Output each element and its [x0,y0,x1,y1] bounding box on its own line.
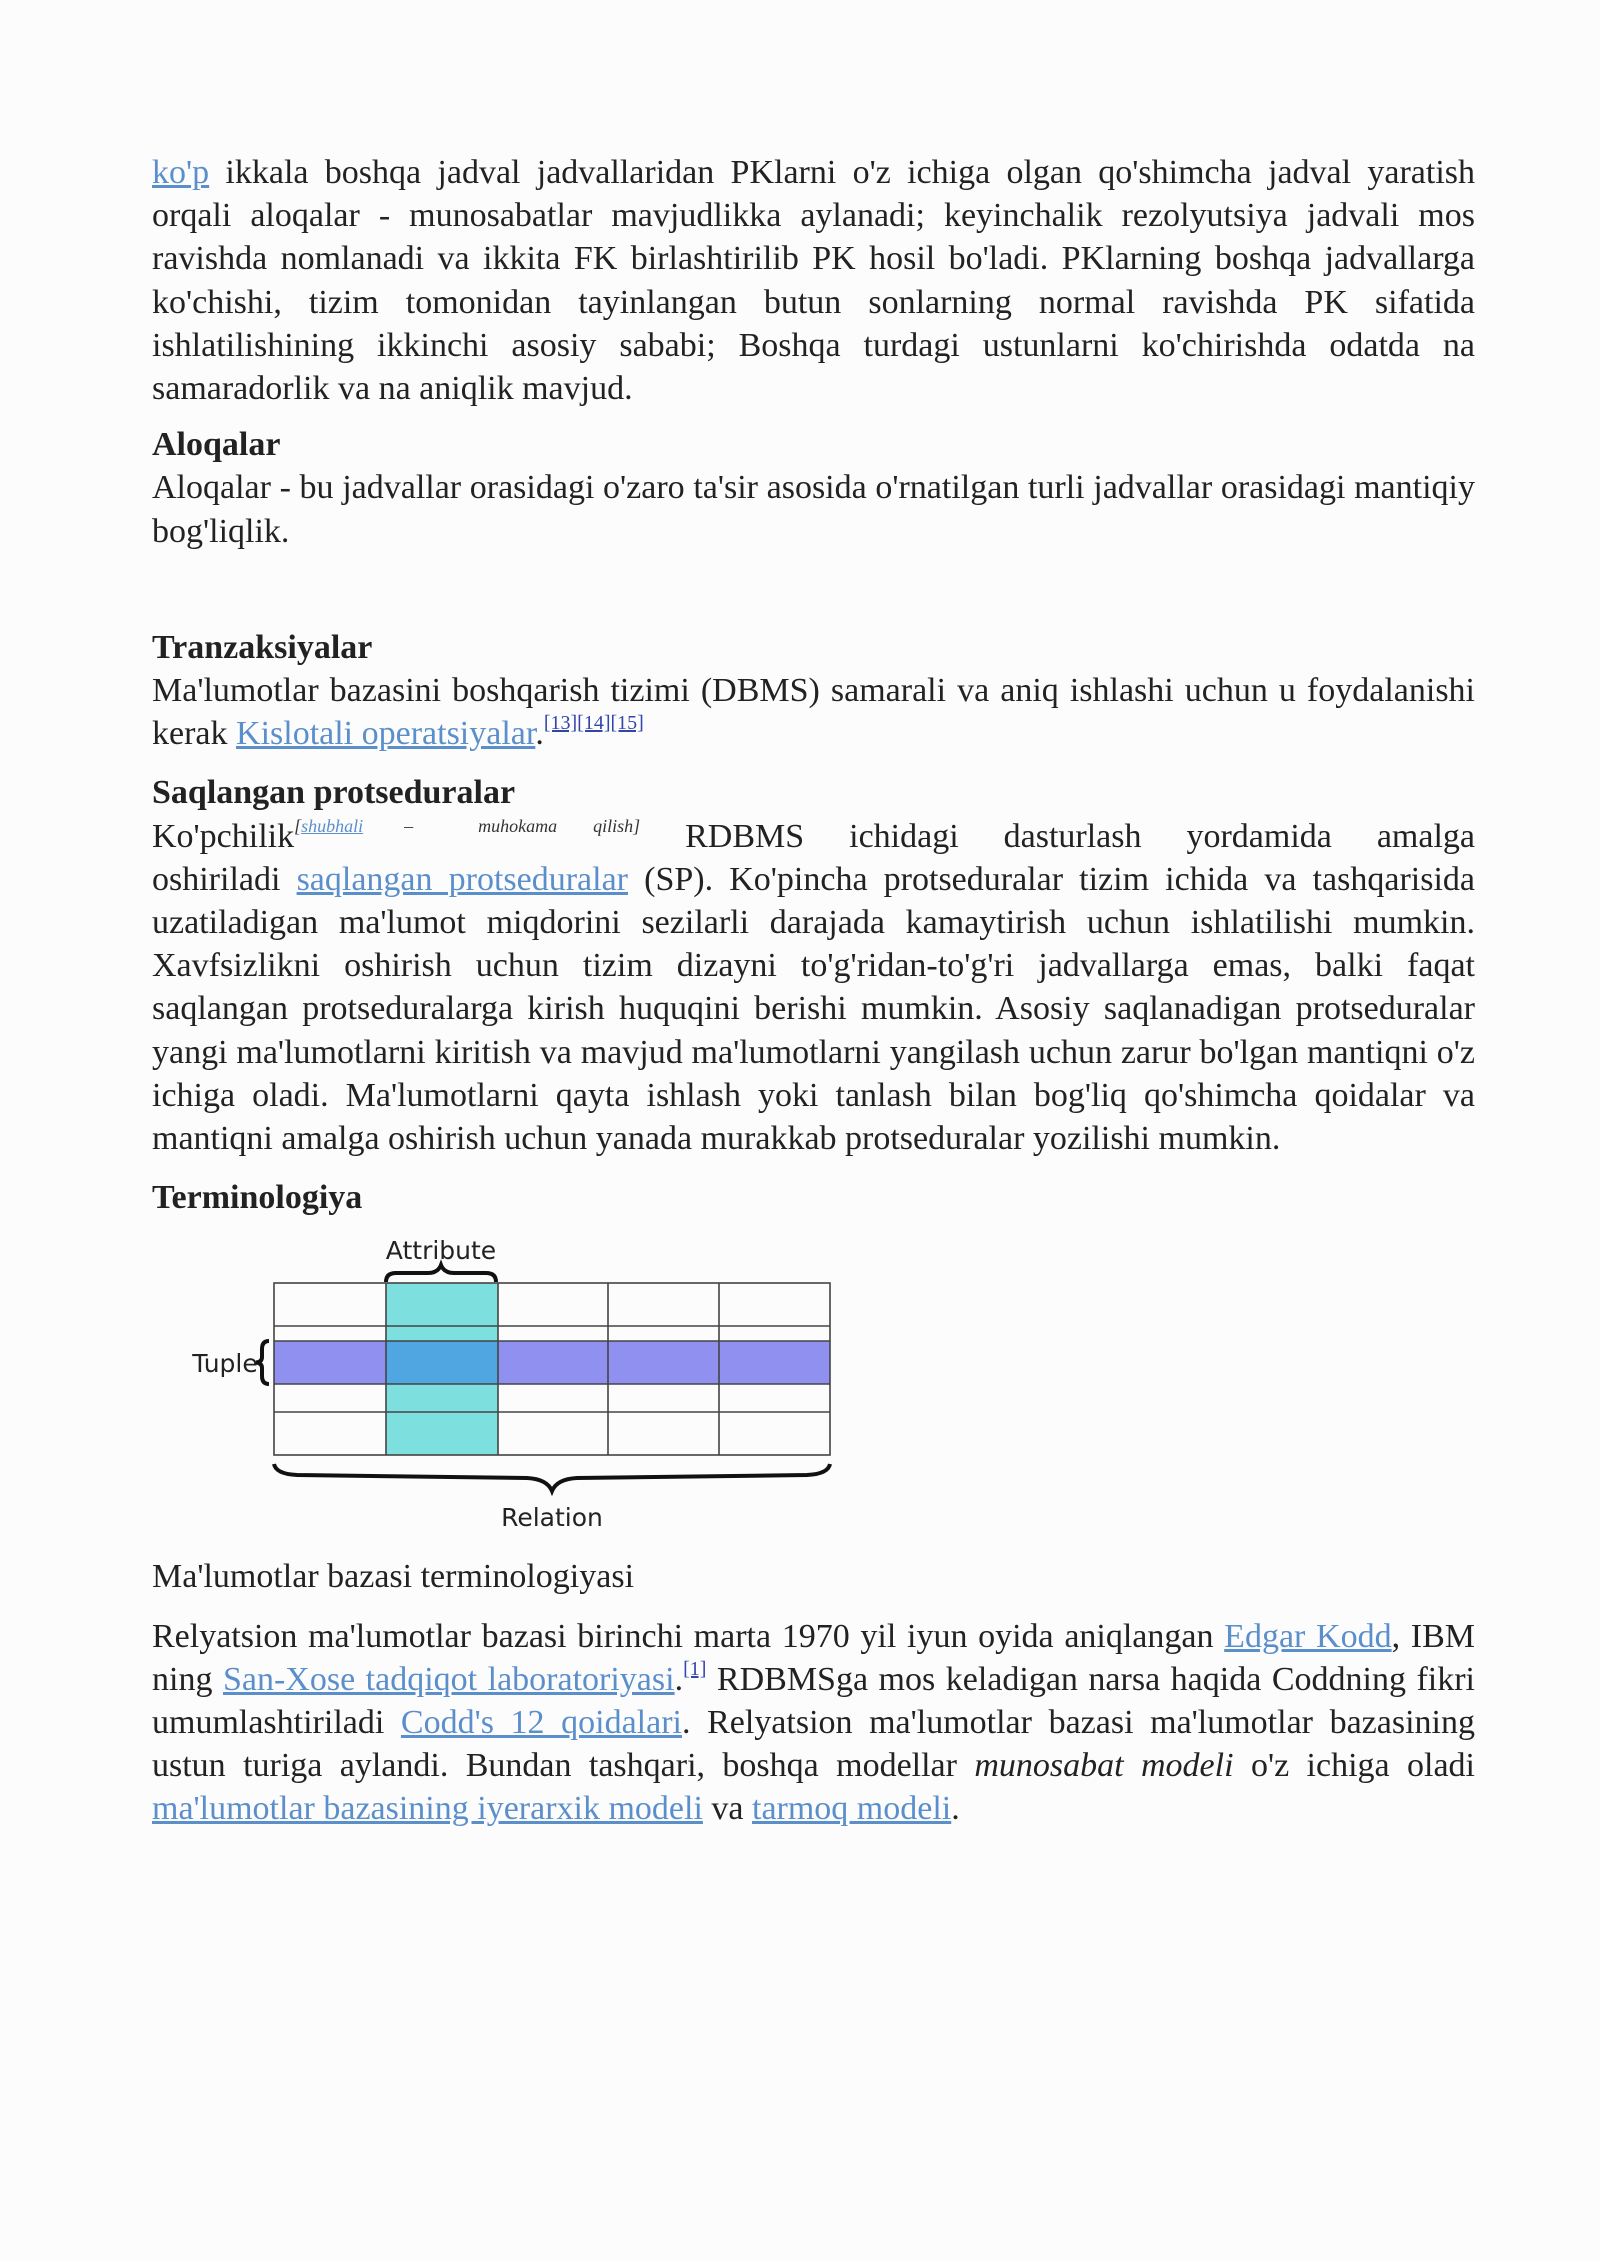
intro-paragraph [152,151,1475,410]
dubious-note [294,816,640,836]
rel-text-1: Relyatsion ma'lumotlar bazasi birinchi marta 1970 yil iyun oyida aniqlangan [152,1617,1225,1655]
protseduralar-heading: Saqlangan protseduralar [152,774,516,812]
protseduralar-text: (SP). Ko'pincha protseduralar tizim ichida va tashqarisida uzatiladigan ma'lumot miqdorini sezilarli darajada kamaytirish uchun ishlatilishi mumkin. Xavfsizlikni oshirish uchun tizim dizayni to'g'ridan-to'g'ri jadvallarga emas, balki faqat saqlangan protseduralarga kirish huquqini berishi mumkin. Asosiy saqlanadigan protseduralar yangi ma'lumotlarni kiritish va mavjud ma'lumotlarni yangilash uchun zarur bo'lgan mantiqni o'z ichiga oladi. Ma'lumotlarni qayta ishlash yoki tanlash bilan bog'liq qo'shimcha qoidalar va mantiqni amalga oshirish uchun yanada murakkab protseduralar yozilishi mumkin. [152,860,1475,1158]
tuple-label: Tuple [192,1349,258,1379]
protseduralar-paragraph [152,858,1475,1160]
shubhali-link[interactable]: shubhali [301,815,364,836]
diagram-caption: Ma'lumotlar bazasi terminologiyasi [152,1558,635,1596]
san-xose-link[interactable]: San-Xose tadqiqot laboratoriyasi [222,1660,675,1698]
attribute-label: Attribute [385,1236,497,1266]
relyatsion-paragraph [152,1615,1475,1831]
network-model-link[interactable]: tarmoq modeli [752,1790,952,1828]
reference-1 [683,1658,706,1680]
kopchilik-word: Ko'pchilik [152,817,295,855]
terminologiya-heading: Terminologiya [152,1179,363,1217]
rel-text-4: . Relyatsion ma'lumotlar bazasi ma'lumotlar bazasining ustun turiga aylandi. Bundan tashqari, boshqa modellar [152,1704,1475,1785]
intro-text: ikkala boshqa jadval jadvallaridan PKlarni o'z ichiga olgan qo'shimcha jadval yaratish orqali aloqalar - munosabatlar mavjudlikka aylanadi; keyinchalik rezolyutsiya jadvali mos ravishda nomlanadi va ikkita FK birlashtirilib PK hosil bo'ladi. PKlarning boshqa jadvallarga ko'chishi, tizim tomonidan tayinlangan butun sonlarning normal ravishda PK sifatida ishlatilishining ikkinchi asosiy sababi; Boshqa turdagi ustunlarni ko'chirishda odatda na samaradorlik va na aniqlik mavjud. [152,154,1475,408]
tuple-row [274,1341,830,1384]
tuple-brace [256,1341,269,1384]
ref-13-link[interactable]: [13] [543,712,578,735]
rel-text-2: , IBM ning [152,1617,1475,1698]
attribute-brace [386,1265,496,1282]
note-qilish: qilish [593,815,634,836]
note-open: [ [294,815,302,836]
rel-text-6: va [702,1790,752,1828]
aloqalar-heading: Aloqalar [152,426,281,464]
tranzaksiyalar-paragraph [152,669,1475,755]
kislotali-operatsiyalar-link[interactable]: Kislotali operatsiyalar [236,715,536,753]
note-muhokama: muhokama [478,815,558,836]
edgar-kodd-link[interactable]: Edgar Kodd [1224,1617,1392,1655]
tranzaksiyalar-heading: Tranzaksiyalar [152,628,373,666]
references [544,712,644,734]
article-content [152,151,1475,1831]
ref-15-link[interactable]: [15] [610,712,644,735]
hierarchical-model-link[interactable]: ma'lumotlar bazasining iyerarxik modeli [152,1790,703,1828]
note-dash: – [363,815,455,836]
line2-pre: oshiriladi [152,860,297,898]
ref-1-link[interactable]: [1] [683,1657,707,1680]
rel-text-5: o'z ichiga oladi [1233,1747,1475,1785]
kop-link[interactable]: ko'p [152,154,210,191]
munosabat-modeli-em: munosabat modeli [974,1747,1234,1785]
rel-text-3: RDBMSga mos keladigan narsa haqida Coddning fikri umumlashtiriladi [152,1660,1475,1742]
attribute-tuple-overlap [386,1341,498,1384]
rel-text-2b: . [674,1660,684,1698]
rel-end: . [951,1790,960,1828]
tranzaksiyalar-period: . [535,715,544,753]
note-close: ] [633,815,641,836]
line1-rest: RDBMS ichidagi dasturlash yordamida amalga [640,817,1475,855]
relation-diagram [152,1221,852,1537]
relation-label: Relation [501,1503,603,1533]
tranzaksiyalar-text: Ma'lumotlar bazasini boshqarish tizimi (DBMS) samarali va aniq ishlashi uchun u foydalanishi kerak [152,672,1475,753]
aloqalar-paragraph: Aloqalar - bu jadvallar orasidagi o'zaro ta'sir asosida o'rnatilgan turli jadvallar orasidagi mantiqiy bog'liqlik. [152,469,1475,550]
saqlangan-protseduralar-link[interactable]: saqlangan protseduralar [296,860,629,898]
protseduralar-line1 [152,815,1475,858]
ref-14-link[interactable]: [14] [577,712,611,735]
relation-brace [274,1464,830,1491]
codds-12-rules-link[interactable]: Codd's 12 qoidalari [400,1704,682,1742]
